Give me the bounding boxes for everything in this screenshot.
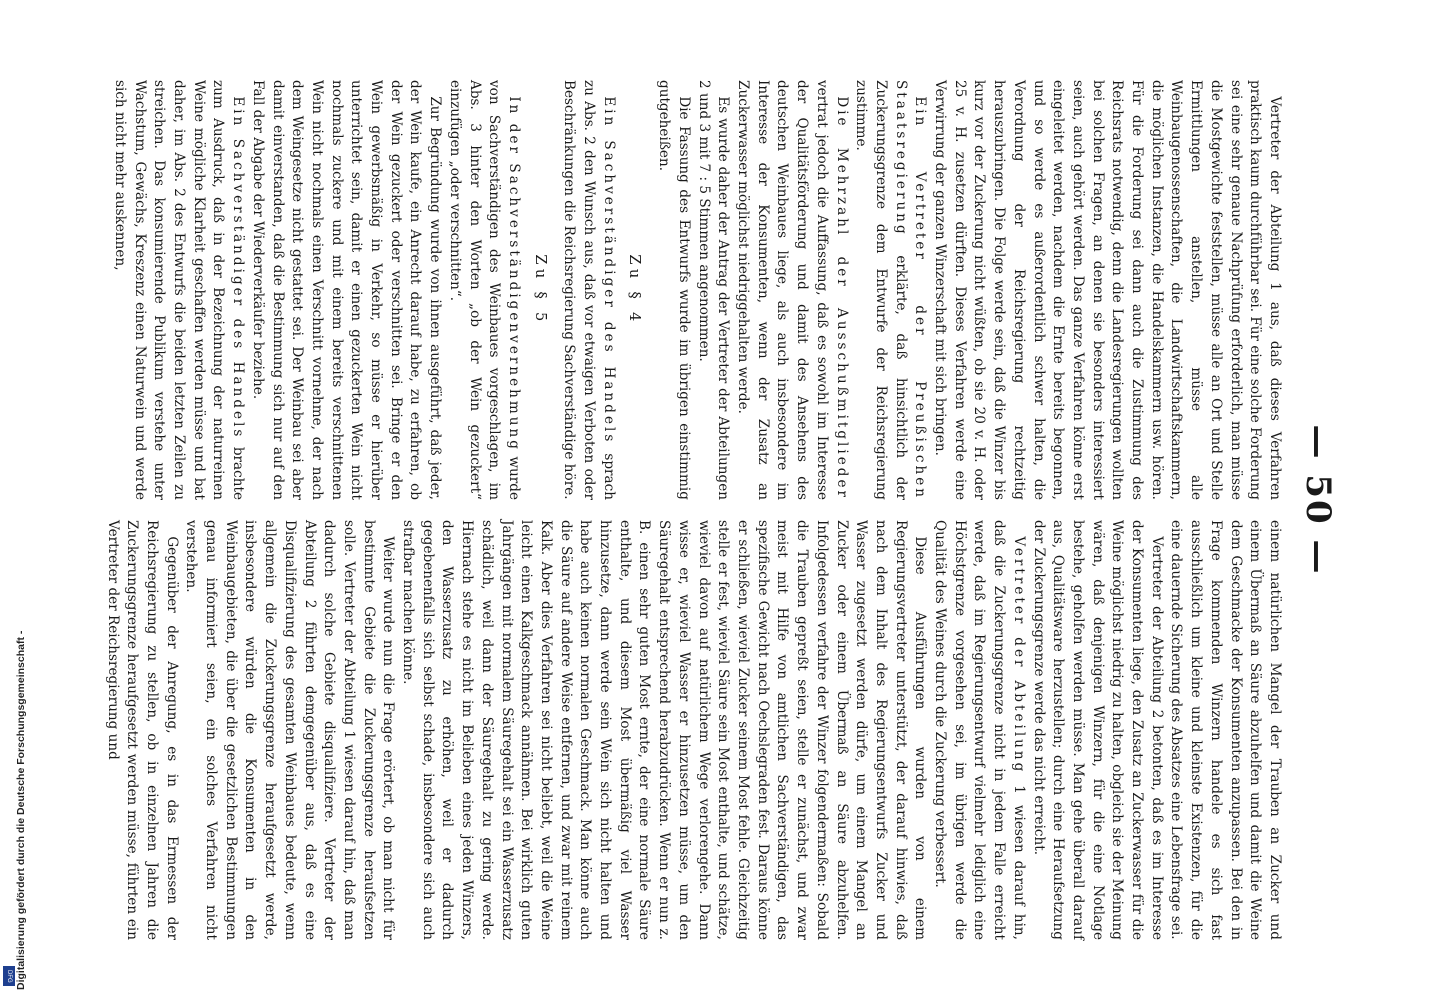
section-heading: Zu § 5 — [531, 254, 548, 326]
paragraph-text: wurde von Sachverständigen des Weinbaues vorgeschlagen, im Abs. 3 hinter den Worten „ob der Wein gezuckert“ einzufügen „oder verschnitten“. — [446, 80, 522, 500]
dfg-logo: DFG — [3, 966, 15, 986]
digitization-credit — [0, 0, 26, 1000]
speaker-lead: Ein Vertreter der Preußischen Staatsregierung — [892, 80, 929, 500]
speaker-lead: In der Sachverständigenvernehmung — [505, 96, 522, 452]
paragraph-text: sprach zu Abs. 2 den Wunsch aus, daß vor etwaigen Verboten oder Beschränkungen die Reichsregierung Sachverständige höre. — [561, 80, 617, 501]
paragraph — [851, 80, 930, 500]
paragraph: Zur Begründung wurde von ihnen ausgeführt, daß jeder, der Wein kaufe, ein Anrecht darauf habe, zu erfahren, ob der Wein gezuckert oder verschnitten sei. Bringe er den Wein gewerbsmäßig in Verkehr, so müsse er hierüber unterrichtet sein, damit er einen gezuckerten Wein nicht nochmals zuckere und mit einem bereits verschnittenen Wein nicht nochmals einen Verschnitt vornehme, der nach dem Weingesetze nicht gestattet sei. Der Weinbau sei aber damit einverstanden, daß die Bestimmung sich nur auf den Fall der Abgabe der Wiederverkäufer beziehe. — [249, 80, 444, 500]
text-column-left — [111, 80, 1284, 501]
speaker-lead: Ein Sachverständiger des Handels — [600, 96, 617, 445]
page-number: — 50 — — [1298, 424, 1338, 576]
speaker-lead: Ein Sachverständiger des Handels — [230, 96, 247, 440]
paragraph: Die Fassung des Entwurfs wurde im übrigen einstimmig gutgeheißen. — [656, 80, 692, 500]
paragraph: Es wurde daher der Antrag der Vertreter der Abteilungen 2 und 3 mit 7 : 5 Stimmen angenommen. — [695, 80, 732, 500]
paragraph-text: brachte zum Ausdruck, daß in der Bezeichnung der naturreinen Weine mögliche Klarheit geschaffen werden müsse und bat daher, im Abs. 2 des Entwurfs die beiden letzten Zeilen zu streichen. Das konsumierende Publikum verstehe unter Wachstum, Gewächs, Kreszenz einen Naturwein und werde sich nicht mehr auskennen, — [111, 80, 247, 500]
paragraph-text: wiesen darauf hin, daß die Zuckerungsgrenze nicht in jedem Falle erreicht werde, daß im Regierungsentwurf vielmehr lediglich eine Höchstgrenze vorgesehen sei, im übrigen werde die Qualität des Weines durch die Zuckerung verbessert. — [932, 520, 1027, 940]
paragraph: Diese Ausführungen wurden von einem Regierungsvertreter unterstützt, der darauf hinwies, daß nach dem Inhalt des Regierungsentwurfs Zucker und Wasser zugesetzt werden dürfe, um einem Mangel an Zucker oder einem Übermaß an Säure abzuhelfen. Infolgedessen verfahre der Winzer folgendermaßen: Sobald die Trauben gepreßt seien, stelle er zunächst, und zwar meist mit Hilfe von amtlichen Sachverständigen, das spezifische Gewicht nach Oechslegraden fest. Daraus könne er schließen, wieviel Zucker seinem Most fehle. Gleichzeitig stelle er fest, wieviel Säure sein Most enthalte, und schätze, wieviel davon auf natürlichem Wege verlorengehe. Dann wisse er, wieviel Wasser er hinzusetzen müsse, um den Säuregehalt entsprechend herabzudrücken. Wenn er nun z. B. einen sehr guten Most ernte, der eine normale Säure enthalte, und diesem Most übermäßig viel Wasser hinzusetze, dann werde sein Wein sich nicht halten und habe auch keinen normalen Geschmack. Man könne auch die Säure auf andere Weise entfernen, und zwar mit reinem Kalk. Aber dies Verfahren sei nicht beliebt, weil die Weine leicht einen Kalkgeschmack annähmen. Bei wirklich guten Jahrgängen mit normalem Säuregehalt sei ein Wasserzusatz schädlich, weil dann der Säuregehalt zu gering werde. Hiernach stehe es nicht im Belieben eines jeden Winzers, den Wasserzusatz zu erhöhen, weil er dadurch gegebenenfalls sich selbst schade, insbesondere sich auch strafbar machen könne. — [400, 520, 929, 940]
paragraph — [929, 520, 1028, 940]
paragraph: Vertreter der Abteilung 1 aus, daß dieses Verfahren praktisch kaum durchführbar sei. Für eine solche Forderung sei eine sehr genaue Nachprüfung erforderlich, man müsse die Mostgewichte feststellen, müsse alle an Ort und Stelle Ermittlungen anstellen, müsse alle Weinbaugenossenschaften, die Landwirtschaftskammern, die möglichen Instanzen, die Handelskammern usw. hören. Für die Forderung sei dann auch die Zustimmung des Reichsrats notwendig, denn die Landesregierungen wollten bei solchen Fragen, an denen sie besonders interessiert seien, auch gehört werden. Das ganze Verfahren könne erst eingeleitet werden, nachdem die Ernte bereits begonnen, und so werde es außerordentlich schwer halten, die Verordnung der Reichsregierung rechtzeitig herauszubringen. Die Folge werde sein, daß die Winzer bis kurz vor der Zuckerung nicht wüßten, ob sie 20 v. H. oder 25 v. H. zusetzen dürften. Dieses Verfahren werde eine Verwirrung der ganzen Winzerschaft mit sich bringen. — [932, 80, 1283, 500]
paragraph — [444, 80, 523, 500]
speaker-lead: Vertreter der Abteilung 1 — [1010, 536, 1027, 797]
paragraph — [559, 80, 618, 500]
paragraph: Gegenüber der Anregung, es in das Ermessen der Reichsregierung zu stellen, ob in einzelnen Jahren die Zuckerungsgrenze heraufgesetzt werden müsse, führten ein Vertreter der Reichsregierung und — [104, 520, 180, 940]
paragraph: einem natürlichen Mangel der Trauben an Zucker und einem Übermaß an Säure abzuhelfen und damit die Weine dem Geschmacke der Konsumenten anzupassen. Bei den in Frage kommenden Winzern handele es sich fast ausschließlich um kleine und kleinste Existenzen, für die eine dauernde Sicherung des Absatzes eine Lebensfrage sei. — [1168, 520, 1283, 940]
credit-text: Digitalisierung gefördert durch die Deutsche Forschungsgemeinschaft - — [15, 630, 27, 990]
speaker-lead: Die Mehrzahl der Ausschußmitglieder — [833, 96, 850, 500]
section-heading: Zu § 4 — [626, 254, 643, 326]
paragraph — [732, 80, 850, 500]
paragraph: Weiter wurde nun die Frage erörtert, ob man nicht für bestimmte Gebiete die Zuckerungsgrenze heraufsetzen solle. Vertreter der Abteilung 1 wiesen darauf hin, daß man dadurch solche Gebiete disqualifiziere. Vertreter der Abteilung 2 führten demgegenüber aus, daß es eine Disqualifizierung des gesamten Weinbaues bedeute, wenn allgemein die Zuckerungsgrenze heraufgesetzt werde, insbesondere würden die Konsumenten in den Weinbaugebieten, die über die gesetzlichen Bestimmungen genau informiert seien, ein solches Verfahren nicht verstehen. — [183, 520, 397, 940]
paragraph-text: vertrat jedoch die Auffassung, daß es sowohl im Interesse der Qualitätsförderung und damit des Ansehens des deutschen Weinbaues liege, als auch insbesondere im Interesse der Konsumenten, wenn der Zusatz an Zuckerwasser möglichst niedriggehalten werde. — [735, 80, 830, 500]
paragraph-text: erklärte, daß hinsichtlich der Zuckerungsgrenze dem Entwurfe der Reichsregierung zustimme. — [853, 80, 909, 501]
paragraph — [109, 80, 247, 500]
text-column-right — [104, 520, 1284, 940]
paragraph: Vertreter der Abteilung 2 betonten, daß es im Interesse der Konsumenten liege, den Zusatz an Zuckerwasser für die Weine möglichst niedrig zu halten, obgleich sie der Meinung wären, daß denjenigen Winzern, für die eine Notlage bestehe, geholfen werden müsse. Man gehe überall darauf aus, Qualitätsware herzustellen; durch eine Heraufsetzung der Zuckerungsgrenze werde das nicht erreicht. — [1030, 520, 1165, 940]
